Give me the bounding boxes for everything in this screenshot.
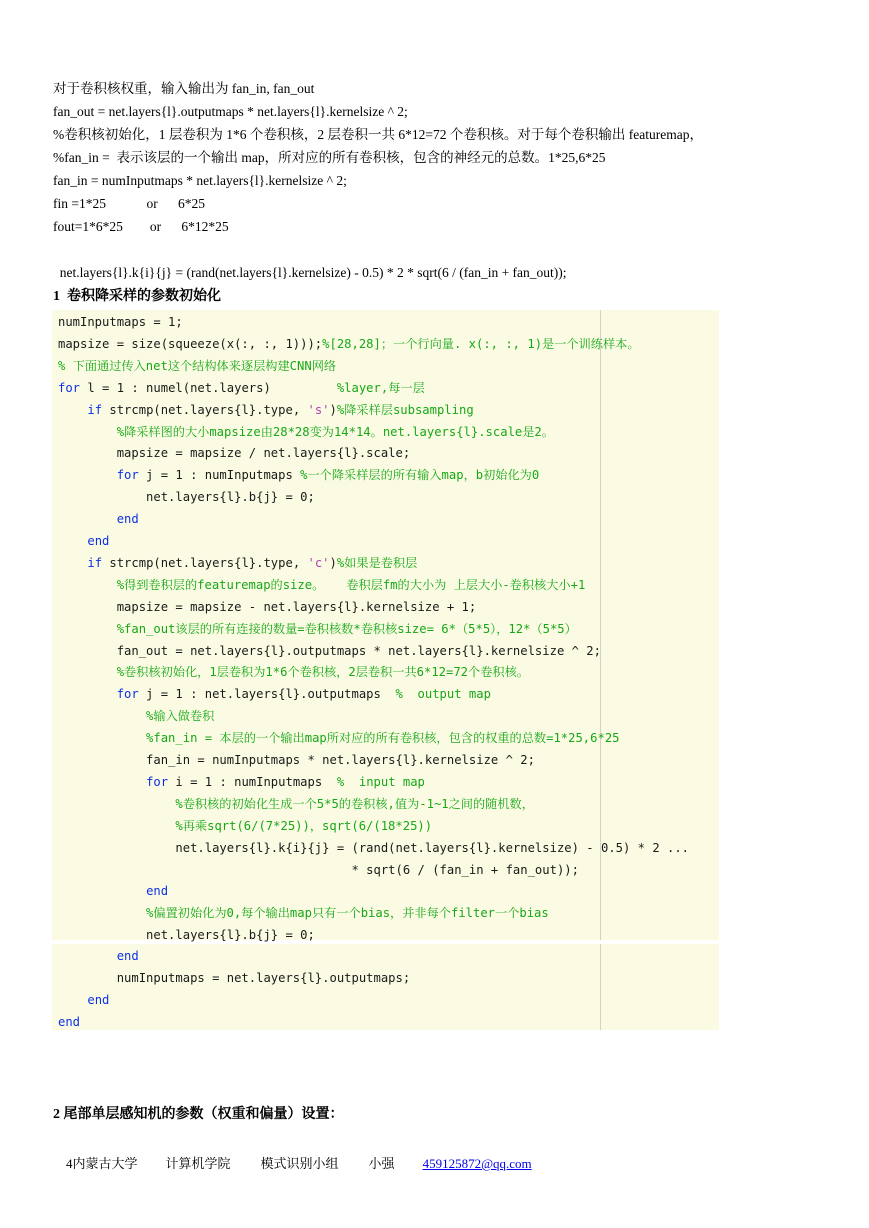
section2-heading: 2 尾部单层感知机的参数（权重和偏量）设置： [53,1107,344,1122]
code-token: for [116,468,139,483]
code-token: fan_in = numInputmaps * net.layers{l}.kernelsize ^ 2; [58,753,535,767]
text-line: %fan_in = 表示该层的一个输出 map，所对应的所有卷积核，包含的神经元的总数。1*25,6*25 [53,150,606,165]
text-line: %卷积核初始化，1 层卷积为 1*6 个卷积核，2 层卷积一共 6*12=72 个卷积核。对于每个卷积输出 featuremap， [53,127,703,142]
code-line [58,727,620,749]
code-line [58,749,535,771]
code-line [58,508,139,530]
code-line [58,530,109,552]
footer-group: 模式识别小组 [260,1156,339,1171]
footer-author: 小强 [368,1156,395,1171]
code-token: ) [329,555,337,570]
code-line [58,902,549,924]
code-token: end [116,512,139,527]
code-line [58,618,577,640]
code-token [58,403,87,417]
code-line [58,945,139,967]
code-token: %卷积核的初始化生成一个5*5的卷积核,值为-1~1之间的随机数， [58,796,534,811]
section1-heading: 1 卷积降采样的参数初始化 [53,289,221,304]
page-number: 4 [66,1156,73,1171]
code-line [58,333,640,355]
code-token: %fan_in = 本层的一个输出map所对应的所有卷积核，包含的权重的总数=1*25,6*25 [58,731,620,746]
code-token: for [58,380,81,395]
code-line [58,1011,80,1033]
code-token [58,534,87,548]
code-token: %[28,28]；一个行向量. x(:, :, 1)是一个训练样本。 [322,336,640,351]
code-token [58,512,117,526]
code-token [58,468,117,482]
text-line: fout=1*6*25 or 6*12*25 [53,219,229,234]
code-line [58,311,183,333]
code-line [58,464,539,486]
code-token: %偏置初始化为0,每个输出map只有一个bias，并非每个filter一个bias [58,906,549,921]
code-line [58,377,425,399]
text-line: net.layers{l}.k{i}{j} = (rand(net.layers{l}.kernelsize) - 0.5) * 2 * sqrt(6 / (fan_in + fan_out)); [53,265,567,280]
code-token: %layer,每一层 [336,380,425,395]
code-line [58,705,214,727]
code-token: %卷积核初始化，1层卷积为1*6个卷积核，2层卷积一共6*12=72个卷积核。 [58,665,529,680]
code-line [58,661,529,683]
code-line [58,596,476,618]
code-token [58,884,146,898]
text-line: fan_in = numInputmaps * net.layers{l}.kernelsize ^ 2; [53,173,347,188]
code-token: i = 1 : numInputmaps [168,774,337,789]
code-line [58,355,336,377]
code-line [58,837,689,859]
code-line [58,552,417,574]
code-token: % 下面通过传入net这个结构体来逐层构建CNN网络 [58,358,337,373]
code-block-2 [52,944,719,1030]
text-line: 对于卷积核权重，输入输出为 fan_in, fan_out [53,81,315,96]
code-line [58,793,534,815]
code-token: %得到卷积层的featuremap的size。 卷积层fm的大小为 上层大小-卷积核大小+1 [58,577,586,592]
code-token [58,556,87,570]
code-token: end [58,1014,81,1029]
code-token: %如果是卷积层 [336,555,418,570]
code-token: numInputmaps = net.layers{l}.outputmaps; [58,970,411,985]
footer-email-link[interactable]: 459125872@qq.com [422,1156,532,1171]
code-token: %一个降采样层的所有输入map，b初始化为0 [300,468,540,483]
code-token: mapsize = size(squeeze(x(:, :, 1))); [58,336,323,351]
code-token: %降采样图的大小mapsize由28*28变为14*14。net.layers{l}.scale是2。 [58,424,554,439]
code-line [58,967,410,989]
footer-university: 内蒙古大学 [72,1156,138,1171]
code-token: % input map [336,774,425,789]
code-token: for [116,687,139,702]
code-line [58,640,601,662]
code-token: end [146,884,169,899]
text-line: fan_out = net.layers{l}.outputmaps * net.layers{l}.kernelsize ^ 2; [53,104,408,119]
code-token: numInputmaps = 1; [58,315,183,329]
code-line [58,924,315,946]
code-token: if [87,555,103,570]
code-token: %降采样层subsampling [336,402,474,417]
page-footer [53,1137,532,1191]
code-token: strcmp(net.layers{l}.type, [102,555,308,570]
code-line [58,815,432,837]
code-token [58,775,146,789]
code-token [58,687,117,701]
code-token: %fan_out该层的所有连接的数量=卷积核数*卷积核size= 6*（5*5），12*（5*5） [58,621,577,636]
code-line [58,399,474,421]
code-token: fan_out = net.layers{l}.outputmaps * net.layers{l}.kernelsize ^ 2; [58,643,601,658]
code-line [58,574,585,596]
code-token: net.layers{l}.k{i}{j} = (rand(net.layers{l}.kernelsize) - 0.5) * 2 ... [58,840,690,855]
code-line [58,989,109,1011]
code-token: for [146,774,169,789]
code-token: j = 1 : numInputmaps [138,468,301,483]
code-token: net.layers{l}.b{j} = 0; [58,490,315,505]
code-token: end [87,534,110,548]
code-line [58,683,491,705]
code-divider [600,944,601,1030]
code-line [58,880,168,902]
code-line [58,771,425,793]
code-token: 's' [307,402,330,417]
code-token: end [87,992,110,1007]
footer-college: 计算机学院 [165,1156,231,1171]
code-block-1 [52,310,719,943]
code-token: l = 1 : numel(net.layers) [80,380,337,395]
code-line [58,442,410,464]
code-token: net.layers{l}.b{j} = 0; [58,928,315,943]
code-token: ) [329,402,337,417]
code-token: % output map [395,687,491,702]
code-token [58,993,87,1007]
code-token: end [116,949,139,963]
code-token [58,949,117,963]
code-token: if [87,402,103,417]
code-token: %再乘sqrt(6/(7*25))，sqrt(6/(18*25)) [58,818,433,833]
code-line [58,421,554,443]
code-token: j = 1 : net.layers{l}.outputmaps [138,687,396,702]
code-token: * sqrt(6 / (fan_in + fan_out)); [58,862,579,877]
code-line [58,486,315,508]
code-line [58,859,579,881]
text-line: fin =1*25 or 6*25 [53,196,205,211]
code-token: mapsize = mapsize - net.layers{l}.kernelsize + 1; [58,599,477,614]
code-token: mapsize = mapsize / net.layers{l}.scale; [58,446,411,461]
code-token: strcmp(net.layers{l}.type, [102,402,308,417]
code-token: %输入做卷积 [58,709,215,724]
code-token: 'c' [307,555,330,570]
